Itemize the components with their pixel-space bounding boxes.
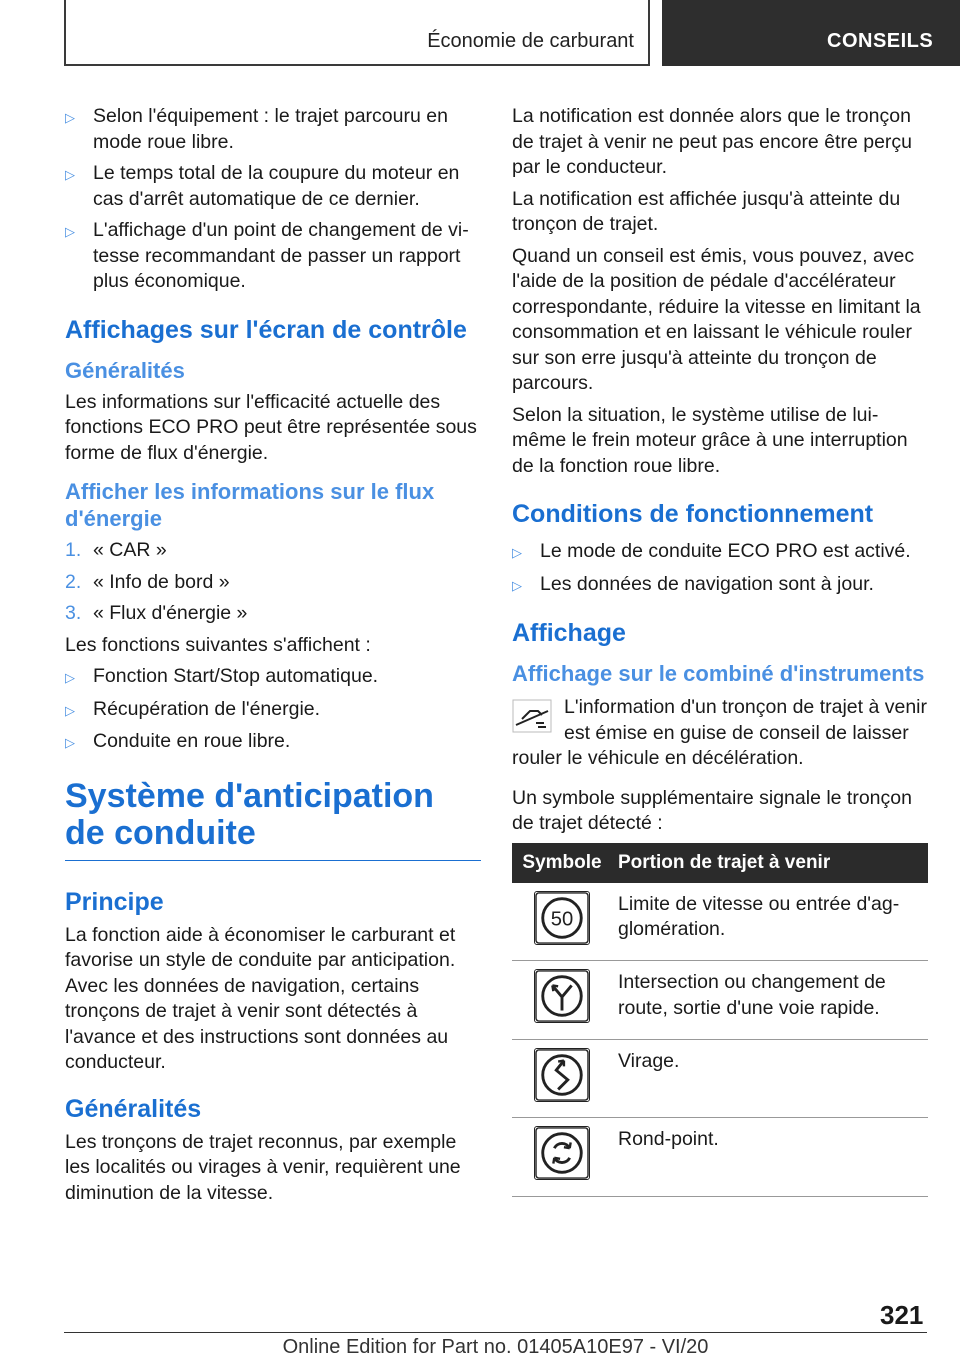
heading-combine-instruments: Affichage sur le combiné d'instruments — [512, 661, 925, 686]
numbered-step: 1. « CAR » — [65, 539, 167, 561]
symbol-table — [512, 843, 928, 1197]
list-item: ▷ Conduite en roue libre. — [65, 729, 481, 756]
list-item: ▷ Selon l'équipement : le trajet parcouru en mode roue libre. — [65, 104, 481, 155]
list-item: ▷ Récupération de l'énergie. — [65, 697, 481, 724]
list-item: ▷ Fonction Start/Stop automatique. — [65, 664, 481, 691]
triangle-bullet-icon: ▷ — [65, 167, 75, 182]
heading-principe: Principe — [65, 887, 164, 916]
footer-edition-text: Online Edition for Part no. 01405A10E97 - VI/20 — [282, 1336, 709, 1358]
numbered-step: 3. « Flux d'énergie » — [65, 602, 248, 624]
footer-divider — [64, 1332, 927, 1333]
header-section-title: Économie de carburant — [427, 30, 634, 52]
heading-generalites: Généralités — [65, 357, 185, 383]
paragraph: Les informations sur l'efficacité actuelle des fonctions ECO PRO peut être représentée sous forme de flux d'énergie. — [65, 390, 477, 464]
paragraph: Les tronçons de trajet reconnus, par exemple les localités ou virages à venir, requièrent une diminution de la vitesse. — [65, 1130, 461, 1204]
triangle-bullet-icon: ▷ — [65, 670, 75, 685]
triangle-bullet-icon: ▷ — [512, 577, 522, 593]
triangle-bullet-icon: ▷ — [65, 702, 75, 718]
roundabout-icon — [534, 1126, 590, 1180]
header-chapter-tab — [662, 0, 960, 66]
paragraph: La fonction aide à économiser le carburant et favorise un style de conduite par anticipation. Avec les données de navigation, certains tronçons de trajet à venir sont détectés à l'avance et des instructions sont données au conducteur. — [65, 923, 456, 1073]
paragraph: La notification est affichée jusqu'à atteinte du tronçon de trajet. — [512, 187, 901, 235]
heading-affichage: Affichage — [512, 619, 626, 647]
header-section-box — [64, 0, 650, 66]
paragraph: Selon la situation, le système utilise de lui-même le frein moteur grâce à une interruption de la fonction roue libre. — [512, 403, 908, 477]
coasting-car-icon — [512, 699, 552, 733]
heading-affichages: Affichages sur l'écran de contrôle — [65, 315, 467, 344]
list-item: ▷ Les données de navigation sont à jour. — [512, 572, 928, 599]
list-item: ▷ L'affichage d'un point de changement de vitesse recommandant de passer un rapport plus économique. — [65, 218, 481, 295]
table-header-cell: Portion de trajet à venir — [612, 843, 928, 883]
table-row: Virage. — [512, 1039, 928, 1118]
header-chapter-title: CONSEILS — [827, 30, 934, 52]
coasting-info-paragraph: L'information d'un tronçon de trajet à venir est émise en guise de conseil de laisser rouler le véhicule en décélération. — [512, 696, 927, 769]
triangle-bullet-icon: ▷ — [512, 545, 522, 560]
intersection-icon — [534, 969, 590, 1023]
table-row: 50 Limite de vitesse ou entrée d'agglomération. — [512, 883, 928, 961]
table-row: Rond-point. — [512, 1118, 928, 1197]
table-header-row — [512, 843, 928, 883]
triangle-bullet-icon: ▷ — [65, 224, 75, 239]
paragraph: Les fonctions suivantes s'affichent : — [65, 633, 371, 656]
list-item: ▷ Le temps total de la coupure du moteur en cas d'arrêt automatique de ce dernier. — [65, 161, 481, 212]
paragraph: La notification est donnée alors que le tronçon de trajet à venir ne peut pas encore être perçu par le conducteur. — [512, 105, 912, 178]
numbered-step: 2. « Info de bord » — [65, 570, 230, 593]
heading-generalites: Généralités — [65, 1094, 202, 1123]
right-column — [512, 104, 928, 1197]
table-header-cell: Symbole — [512, 843, 612, 883]
heading-systeme-anticipation: Système d'anticipation de conduite — [65, 778, 481, 861]
svg-text:50: 50 — [550, 908, 574, 931]
paragraph: Quand un conseil est émis, vous pouvez, avec l'aide de la position de pédale d'accélérateur correspondante, réduire la vitesse en limitant la consommation et en laissant le véhicule rouler sur son erre jusqu'à atteinte du tronçon de parcours. — [512, 244, 921, 394]
heading-conditions: Conditions de fonctionnement — [512, 500, 874, 528]
page-number: 321 — [880, 1300, 924, 1330]
triangle-bullet-icon: ▷ — [65, 110, 75, 125]
left-column — [65, 104, 481, 1212]
heading-afficher-flux: Afficher les informations sur le flux d'énergie — [65, 479, 435, 531]
triangle-bullet-icon: ▷ — [65, 735, 75, 750]
list-item: ▷ Le mode de conduite ECO PRO est activé. — [512, 539, 928, 566]
paragraph: Un symbole supplémentaire signale le tronçon de trajet détecté : — [512, 786, 912, 834]
speed-limit-50-icon — [534, 891, 590, 945]
curve-icon — [534, 1048, 590, 1102]
table-row: Intersection ou changement de route, sortie d'une voie rapide. — [512, 961, 928, 1040]
